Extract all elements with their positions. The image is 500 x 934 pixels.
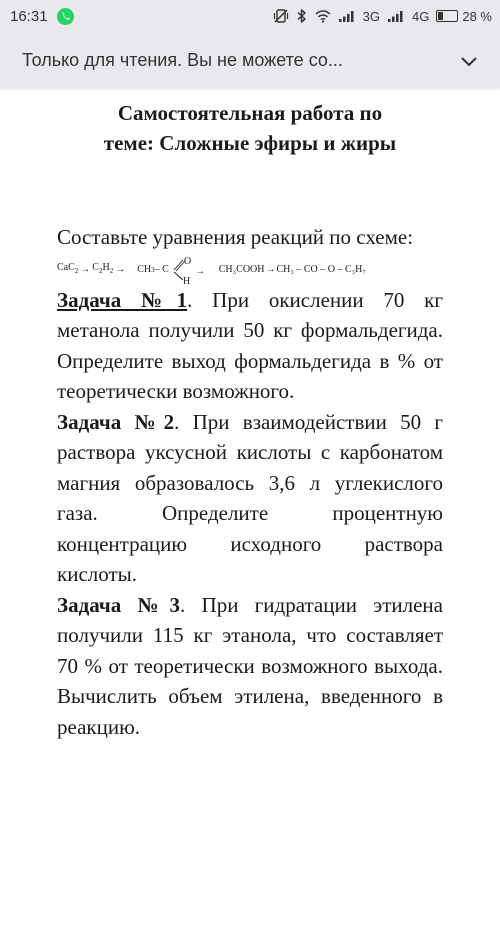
reaction-scheme — [57, 255, 443, 285]
task-1 — [57, 285, 443, 407]
task-2-text: . При взаимодействии 50 г раствора уксусной кислоты с карбонатом магния образовалось 3,6 л углекислого газа. Определите процентную концентрацию исходного раствора кислоты. — [57, 409, 444, 586]
battery-fill — [438, 12, 443, 20]
task-3-text: . При гидратации этилена получили 115 кг этанола, что составляет 70 % от теоретически возможного выхода. Вычислить объем этилена, введенного в реакцию. — [57, 592, 443, 739]
document-title — [57, 98, 443, 158]
signal-icon — [387, 9, 405, 23]
read-only-banner[interactable] — [0, 34, 500, 88]
status-bar — [0, 0, 500, 34]
title-line-1: Самостоятельная работа по — [117, 101, 383, 125]
title-line-2: теме: Сложные эфиры и жиры — [103, 131, 397, 155]
task-2-label: Задача №2 — [57, 409, 175, 434]
scheme-ester: CH₃ – CO – O – C₃H₇ — [276, 263, 366, 275]
network-4g-label: 4G — [412, 8, 430, 24]
scheme-cac2: CaC$_2$ — [57, 262, 79, 275]
read-only-message: Только для чтения. Вы не можете со... — [22, 50, 343, 70]
task-1-label: Задача №1 — [57, 287, 188, 312]
scheme-acetaldehyde: CH 3 – C O H → — [137, 255, 219, 285]
network-3g-label: 3G — [362, 8, 381, 24]
scheme-arrow: → — [80, 263, 91, 275]
document-page — [57, 96, 443, 742]
task-2 — [57, 407, 443, 590]
battery-icon — [436, 10, 458, 22]
battery-percent: 28 % — [462, 8, 492, 24]
task-1-text: . При окислении 70 кг метанола получили 50 кг формальдегида. Определите выход формальдегида в % от теоретически возможного. — [57, 287, 443, 403]
scheme-c2h2: $C_2H_2$ — [92, 262, 114, 275]
whatsapp-icon — [56, 7, 75, 26]
aldehyde-group — [173, 255, 219, 285]
vibrate-off-icon — [273, 8, 289, 24]
task-3-label: Задача №3 — [57, 592, 181, 617]
aldehyde-hydrogen: H — [182, 275, 190, 285]
aldehyde-oxygen: O — [183, 255, 191, 267]
intro-text: Составьте уравнения реакций по схеме: — [57, 225, 414, 249]
wifi-icon — [315, 9, 331, 23]
signal-icon — [338, 9, 356, 23]
battery-indicator — [436, 9, 492, 24]
scheme-arrow: → — [265, 263, 276, 275]
status-icons — [273, 8, 492, 24]
bluetooth-icon — [296, 8, 308, 24]
scheme-arrow: → — [115, 263, 126, 275]
scheme-arrow: → — [194, 265, 205, 277]
task-3 — [57, 590, 443, 743]
chevron-down-icon[interactable] — [460, 52, 478, 70]
status-time: 16:31 — [10, 8, 48, 25]
scheme-acetic-acid: CH₃COOH — [218, 263, 265, 275]
